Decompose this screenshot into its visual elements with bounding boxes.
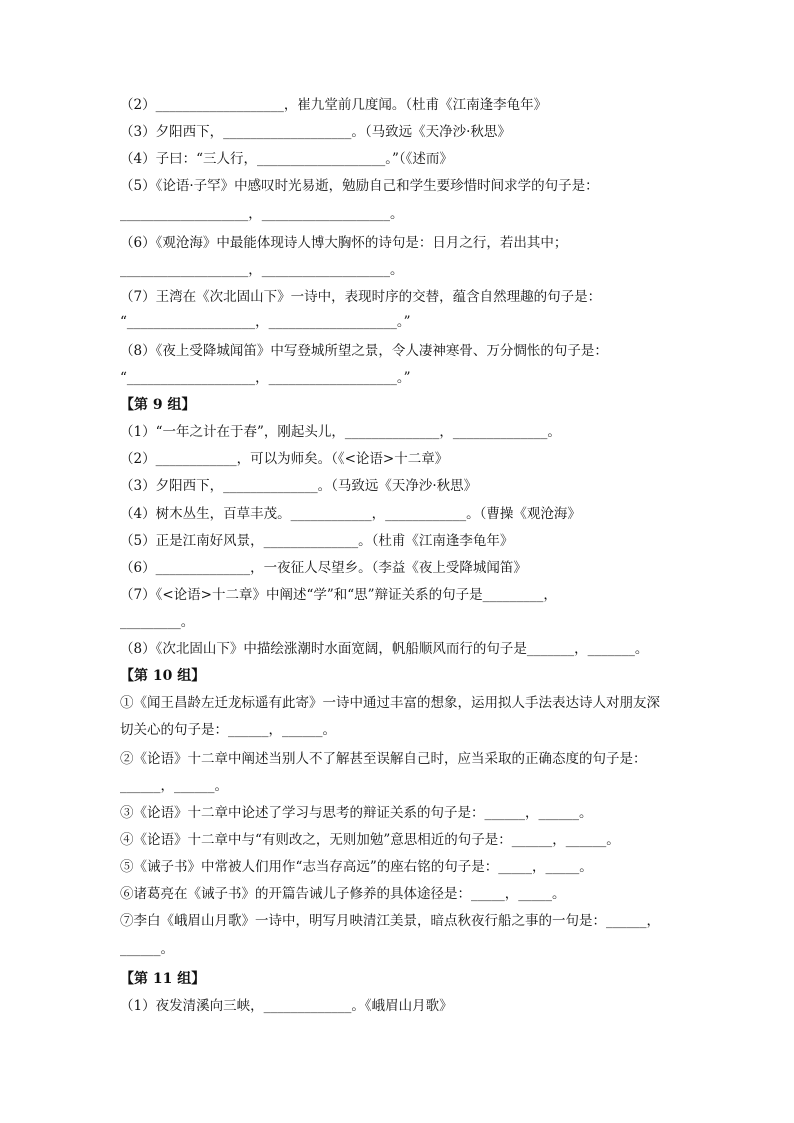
question-line — [120, 857, 680, 877]
line-text: ①《闻王昌龄左迁龙标遥有此寄》一诗中通过丰富的想象，运用拟人手法表达诗人对朋友深 — [120, 695, 660, 711]
question-line — [120, 749, 680, 769]
question-line — [120, 149, 680, 169]
line-text: ______，______。 — [120, 778, 228, 794]
question-line — [120, 939, 680, 959]
section-heading — [120, 666, 680, 686]
line-text: （6）______________，一夜征人尽望乡。（李益《夜上受降城闻笛》 — [120, 560, 527, 576]
question-line — [120, 95, 680, 115]
line-text: （5）正是江南好风景，______________。（杜甫《江南逢李龟年》 — [120, 533, 514, 549]
line-text: “___________________，___________________。” — [120, 370, 411, 386]
question-line — [120, 341, 680, 361]
line-text: （1）夜发清溪向三峡，_____________。《峨眉山月歌》 — [120, 998, 453, 1014]
question-line — [120, 368, 680, 388]
line-text: ⑦李白《峨眉山月歌》一诗中，明写月映清江美景，暗点秋夜行船之事的一句是：______， — [120, 913, 660, 929]
question-line — [120, 176, 680, 196]
line-text: 切关心的句子是：______，______。 — [120, 722, 336, 738]
question-line — [120, 476, 680, 496]
question-line — [120, 558, 680, 578]
question-line — [120, 830, 680, 850]
question-line — [120, 449, 680, 469]
question-line — [120, 422, 680, 442]
question-line — [120, 639, 680, 659]
line-text: （3）夕阳西下，______________。（马致远《天净沙·秋思》 — [120, 478, 478, 494]
question-line — [120, 312, 680, 332]
line-text: （2）___________________，崔九堂前几度闻。（杜甫《江南逢李龟年》 — [120, 97, 548, 113]
line-text: （3）夕阳西下，___________________。（马致远《天净沙·秋思》 — [120, 124, 511, 140]
line-text: ______。 — [120, 941, 174, 957]
line-text: （8）《次北固山下》中描绘涨潮时水面宽阔，帆船顺风而行的句子是_______，_______。 — [120, 641, 649, 657]
question-line — [120, 803, 680, 823]
line-text: 【第 10 组】 — [120, 668, 206, 684]
line-text: （4）树木丛生，百草丰茂。____________，____________。（曹操《观沧海》 — [120, 506, 581, 522]
line-text: （8）《夜上受降城闻笛》中写登城所望之景，令人凄神寒骨、万分惆怅的句子是： — [120, 343, 608, 359]
question-line — [120, 204, 680, 224]
question-line — [120, 504, 680, 524]
section-heading — [120, 969, 680, 989]
line-text: ④《论语》十二章中与“有则改之，无则加勉”意思相近的句子是：______，______。 — [120, 832, 620, 848]
line-text: _________。 — [120, 614, 195, 630]
line-text: ⑤《诫子书》中常被人们用作“志当存高远”的座右铭的句子是：_____，_____。 — [120, 859, 593, 875]
question-line — [120, 531, 680, 551]
section-heading — [120, 395, 680, 415]
question-line — [120, 720, 680, 740]
line-text: （5）《论语·子罕》中感叹时光易逝，勉励自己和学生要珍惜时间求学的句子是： — [120, 178, 599, 194]
line-text: 【第 9 组】 — [120, 397, 196, 413]
line-text: ___________________，___________________。 — [120, 206, 404, 222]
line-text: （2）____________，可以为师矣。（《<论语>十二章》 — [120, 451, 449, 467]
question-line — [120, 776, 680, 796]
question-line — [120, 260, 680, 280]
line-text: ②《论语》十二章中阐述当别人不了解甚至误解自己时，应当采取的正确态度的句子是： — [120, 751, 647, 767]
question-line — [120, 911, 680, 931]
line-text: （7）王湾在《次北固山下》一诗中，表现时序的交替，蕴含自然理趣的句子是： — [120, 289, 602, 305]
line-text: ⑥诸葛亮在《诫子书》的开篇告诫儿子修养的具体途径是：_____，_____。 — [120, 886, 566, 902]
line-text: （7）《<论语>十二章》中阐述“学”和“思”辩证关系的句子是_________， — [120, 587, 557, 603]
question-line — [120, 693, 680, 713]
question-line — [120, 233, 680, 253]
question-line — [120, 585, 680, 605]
line-text: （1）“一年之计在于春”，刚起头儿，______________，______________。 — [120, 424, 561, 440]
line-text: （6）《观沧海》中最能体现诗人博大胸怀的诗句是：日月之行，若出其中； — [120, 235, 568, 251]
line-text: ③《论语》十二章中论述了学习与思考的辩证关系的句子是：______，______。 — [120, 805, 593, 821]
line-text: 【第 11 组】 — [120, 971, 206, 987]
line-text: ___________________，___________________。 — [120, 262, 404, 278]
question-line — [120, 612, 680, 632]
question-line — [120, 287, 680, 307]
line-text: “___________________，___________________。” — [120, 314, 411, 330]
question-line — [120, 884, 680, 904]
question-line — [120, 122, 680, 142]
line-text: （4）子曰：“三人行，___________________。”（《述而》 — [120, 151, 453, 167]
question-line — [120, 996, 680, 1016]
